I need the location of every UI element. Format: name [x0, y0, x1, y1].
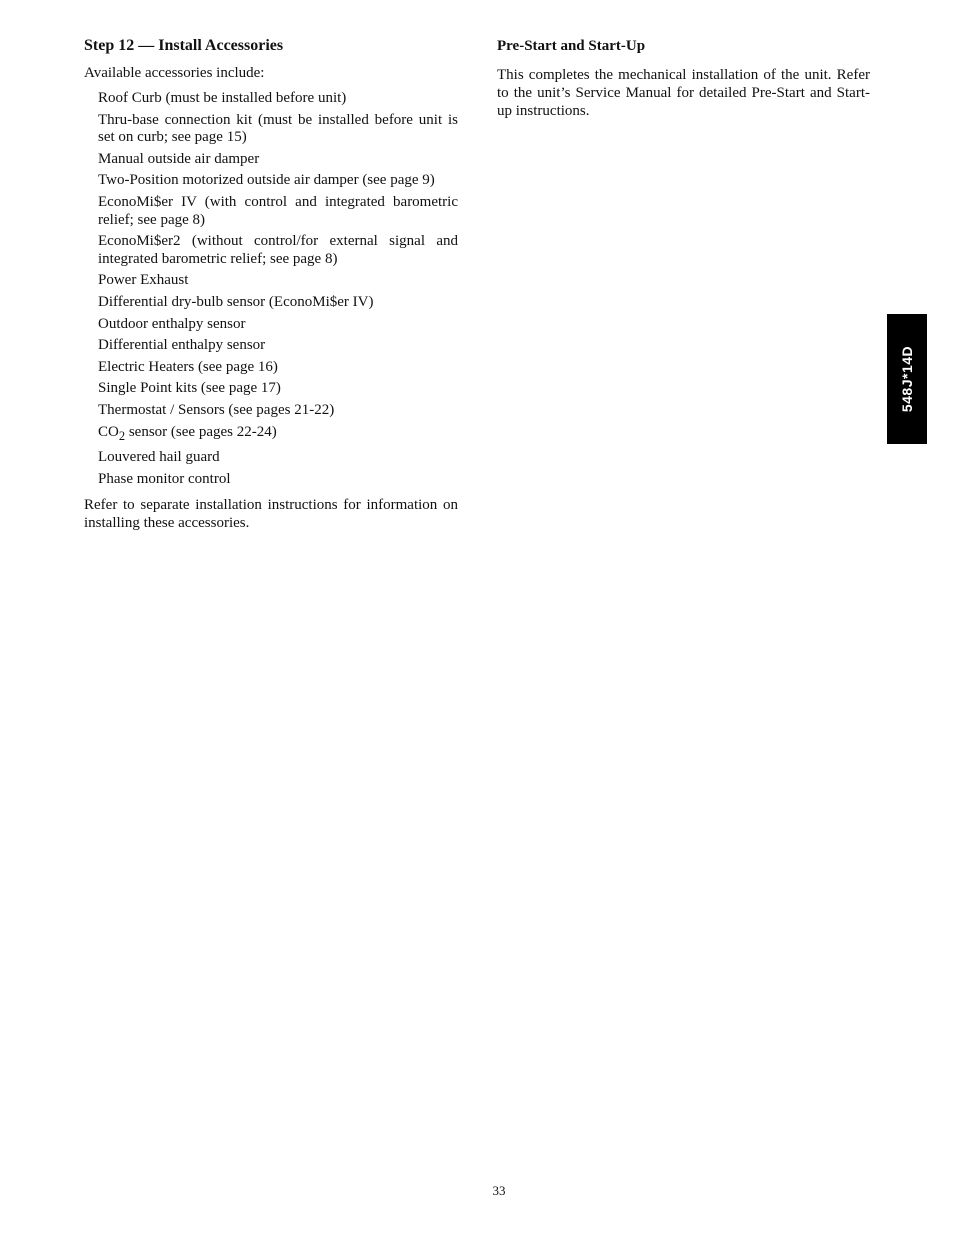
list-item: Thermostat / Sensors (see pages 21-22)	[98, 401, 335, 418]
list-item: Power Exhaust	[98, 272, 189, 289]
side-tab-label: 548J*14D	[899, 345, 915, 413]
list-item: Manual outside air damper	[98, 150, 260, 167]
left-column	[84, 36, 458, 532]
co2-subscript: 2	[118, 428, 126, 443]
list-item-co2	[98, 424, 458, 446]
list-item: EconoMi$er2 (without control/for external signal and integrated barometric relief; see page 8)	[98, 233, 458, 267]
step-heading: Step 12 — Install Accessories	[84, 37, 284, 54]
list-item: Louvered hail guard	[98, 449, 220, 466]
page-number: 33	[492, 1183, 506, 1198]
accessories-list	[84, 90, 458, 488]
list-item: Roof Curb (must be installed before unit)	[98, 90, 347, 106]
list-item: Electric Heaters (see page 16)	[98, 358, 278, 375]
accessories-intro: Available accessories include:	[84, 65, 265, 81]
list-item: EconoMi$er IV (with control and integrated barometric relief; see page 8)	[98, 193, 458, 228]
list-item: Outdoor enthalpy sensor	[98, 315, 246, 332]
right-column	[497, 36, 870, 120]
body-paragraph: This completes the mechanical installation of the unit. Refer to the unit’s Service Manual for detailed Pre-Start and Start-up instructions.	[497, 67, 870, 119]
co2-prefix: CO	[98, 423, 119, 440]
side-tab	[887, 314, 927, 444]
list-item: Phase monitor control	[98, 470, 231, 487]
co2-suffix: sensor (see pages 22-24)	[125, 423, 277, 440]
closing-paragraph: Refer to separate installation instructions for information on installing these accessories.	[84, 497, 458, 532]
list-item: Thru-base connection kit (must be installed before unit is set on curb; see page 15)	[98, 111, 458, 146]
section-heading: Pre-Start and Start-Up	[497, 38, 646, 54]
list-item: Differential dry-bulb sensor (EconoMi$er IV)	[98, 293, 374, 310]
list-item: Differential enthalpy sensor	[98, 337, 266, 354]
list-item: Two-Position motorized outside air damper (see page 9)	[98, 172, 435, 189]
list-item: Single Point kits (see page 17)	[98, 380, 281, 397]
